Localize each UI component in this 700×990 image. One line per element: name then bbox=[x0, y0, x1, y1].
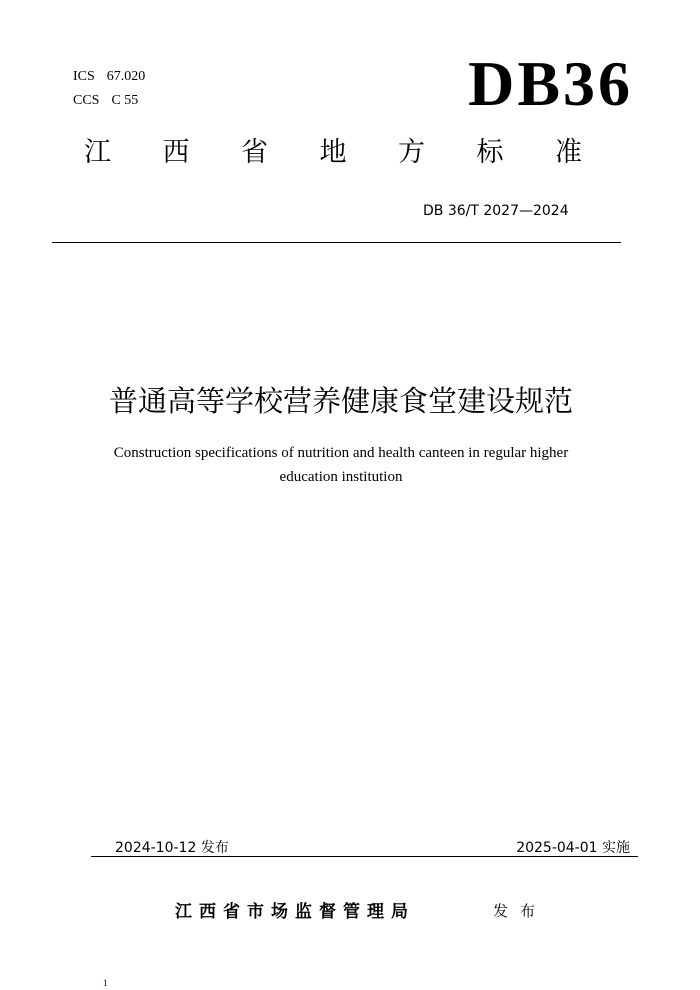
standard-kind-char: 江 bbox=[84, 137, 111, 168]
ics-label: ICS bbox=[73, 69, 95, 84]
ics-code: 67.020 bbox=[106, 69, 146, 84]
standard-kind bbox=[84, 139, 582, 166]
standard-kind-char: 省 bbox=[241, 137, 268, 168]
issuing-authority: 江西省市场监督管理局 bbox=[175, 902, 415, 922]
standard-kind-char: 方 bbox=[398, 137, 425, 168]
ccs-code: C 55 bbox=[111, 93, 139, 108]
english-title bbox=[41, 441, 641, 489]
header-divider bbox=[52, 242, 621, 243]
effective-date: 2025-04-01 实施 bbox=[516, 840, 630, 856]
document-title: 普通高等学校营养健康食堂建设规范 bbox=[108, 384, 573, 418]
page-number: 1 bbox=[103, 978, 108, 988]
english-title-line: Construction specifications of nutrition and health canteen in regular higher bbox=[113, 445, 569, 461]
standard-number: DB 36/T 2027—2024 bbox=[423, 203, 569, 219]
ccs-classification bbox=[73, 94, 138, 108]
issue-label: 发布 bbox=[493, 902, 548, 920]
ccs-label: CCS bbox=[73, 93, 100, 108]
footer-divider bbox=[91, 856, 638, 857]
ics-classification bbox=[73, 70, 145, 84]
standard-kind-char: 西 bbox=[162, 137, 190, 168]
standard-kind-char: 标 bbox=[476, 137, 504, 168]
issue-date: 2024-10-12 发布 bbox=[115, 840, 229, 856]
english-title-line: education institution bbox=[279, 469, 403, 485]
standard-kind-char: 地 bbox=[319, 137, 347, 168]
standard-kind-char: 准 bbox=[555, 137, 582, 168]
standard-code: DB36 bbox=[468, 48, 633, 119]
